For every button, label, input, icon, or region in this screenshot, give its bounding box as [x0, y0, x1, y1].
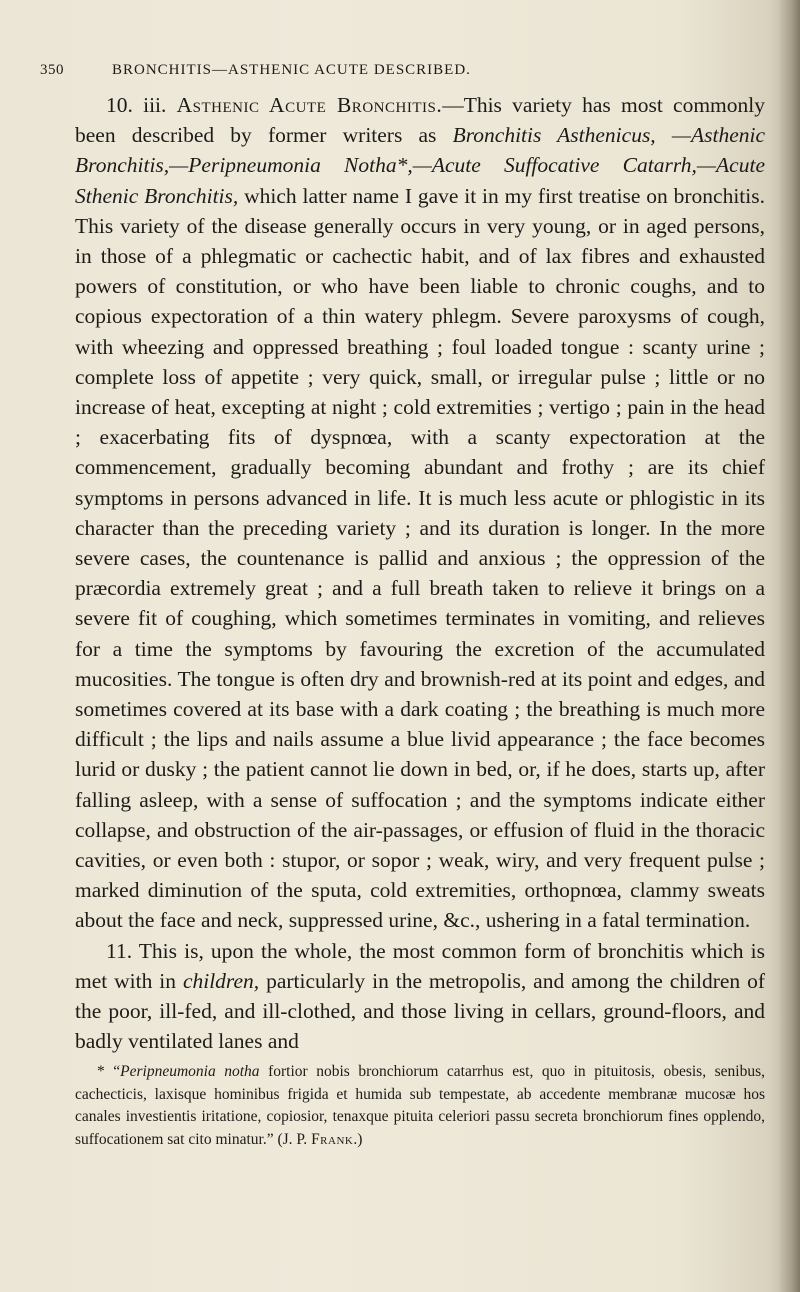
paragraph-text: particularly in the metropolis, and among the children of the poor, ill-fed, and ill-clothed, and those living in cellars, ground-floors, and badly ventilated lanes and [75, 968, 765, 1054]
paragraph-text: which latter name I gave it in my first treatise on bronchitis. This variety of the disease generally occurs in very young, or in aged persons, in those of a phlegmatic or cachectic habit, and of lax fibres and exhausted powers of constitution, or who have been liable to chronic coughs, and to copious expectoration of a thin watery phlegm. Severe paroxysms of cough, with wheezing and oppressed breathing ; foul loaded tongue : scanty urine ; complete loss of appetite ; very quick, small, or irregular pulse ; little or no increase of heat, excepting at night ; cold extremities ; vertigo ; pain in the head ; exacerbating fits of dyspnœa, with a scanty expectoration at the commencement, gradually becoming abundant and frothy ; are its chief symptoms in persons advanced in life. It is much less acute or phlogistic in its character than the preceding variety ; and its duration is longer. In the more severe cases, the countenance is pallid and anxious ; the oppression of the præcordia extremely great ; and a full breath taken to relieve it brings on a severe fit of coughing, which sometimes terminates in vomiting, and relieves for a time the symptoms by favouring the excretion of the accumulated mucosities. The tongue is often dry and brownish-red at its point and edges, and sometimes covered at its base with a dark coating ; the breathing is much more difficult ; the lips and nails assume a blue livid appearance ; the face becomes lurid or dusky ; the patient cannot lie down in bed, or, if he does, starts up, after falling asleep, with a sense of suffocation ; and the symptoms indicate either collapse, and obstruction of the air-passages, or effusion of fluid in the thoracic cavities, or even both : stupor, or sopor ; weak, wiry, and very frequent pulse ; marked diminution of the sputa, cold extremities, orthopnœa, clammy sweats about the face and neck, suppressed urine, &c., ushering in a fatal termination. [75, 183, 765, 933]
paragraph-11 [75, 936, 765, 1057]
body-text [75, 90, 765, 1057]
footnote-author: Frank [311, 1130, 354, 1148]
emphasis-text: children, [182, 968, 260, 993]
page-header [40, 62, 760, 86]
footnote-marker: * “ [97, 1063, 121, 1080]
paragraph-number: 10. iii. [106, 93, 167, 117]
running-head: BRONCHITIS—ASTHENIC ACUTE DESCRIBED. [112, 62, 471, 78]
paragraph-10 [75, 90, 765, 936]
synonym-list: Bronchitis Asthenicus, —Asthenic Bronchitis,—Peripneumonia Notha*,—Acute Suffocative Catarrh,—Acute Sthenic Bronchitis, [75, 123, 765, 208]
section-heading: Asthenic Acute Bronchitis. [176, 93, 443, 117]
footnote-term: Peripneumonia notha [120, 1063, 260, 1080]
footnote-paragraph [75, 1061, 765, 1151]
paragraph-text: —This variety has most commonly been described by former writers as [75, 93, 765, 148]
footnote-text: fortior nobis bronchiorum catarrhus est, quo in pituitosis, obesis, senibus, cachecticis, laxisque hominibus frigida et humida sub tempestate, ab accedente membranæ mucosæ hos canales investientis iritatione, copiosior, tenaxque pituita celeriori passu secreta bronchiorum fines opplendo, suffocationem sat cito minatur.” (J. P. [75, 1063, 765, 1148]
paragraph-text: 11. This is, upon the whole, the most common form of bronchitis which is met with in [75, 938, 765, 993]
page-number: 350 [40, 62, 64, 78]
footnote-end: .) [353, 1130, 363, 1148]
footnote [75, 1061, 765, 1151]
page-edge-shadow [778, 0, 800, 1292]
